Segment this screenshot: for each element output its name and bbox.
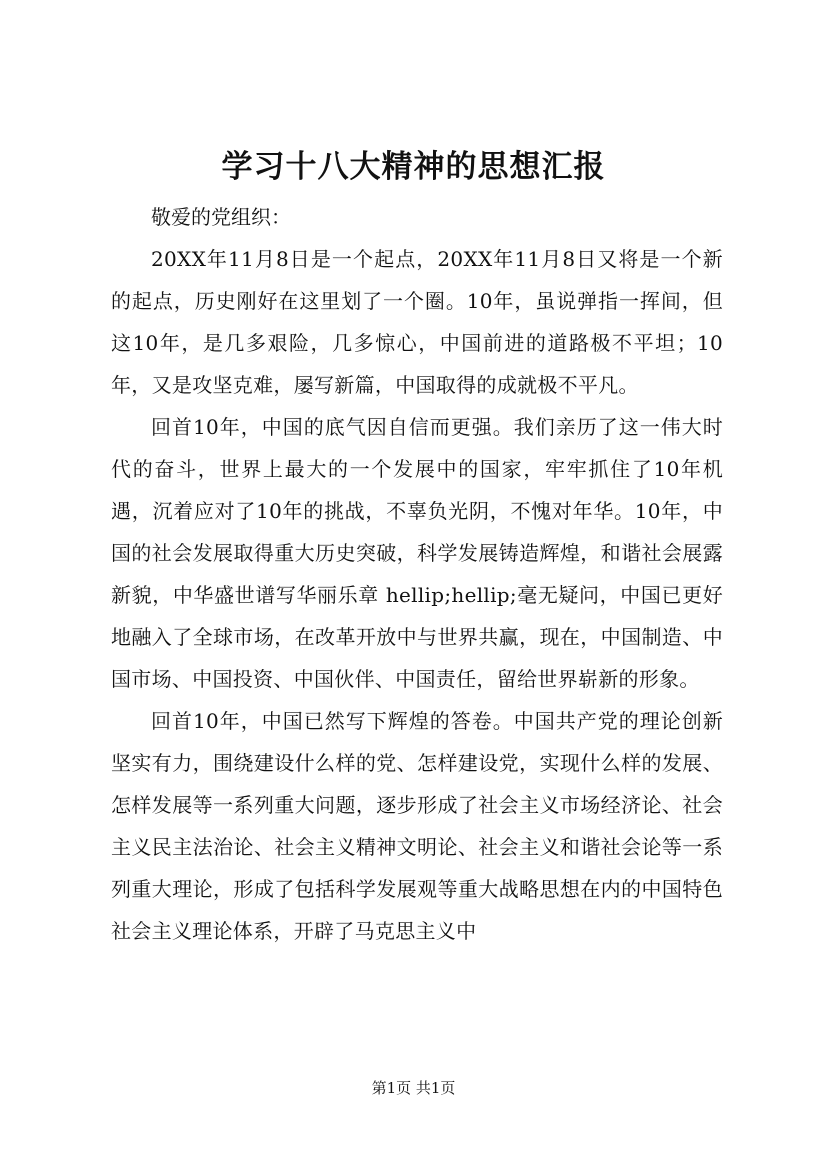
document-body bbox=[111, 196, 723, 952]
salutation: 敬爱的党组织： bbox=[151, 205, 291, 229]
document-title: 学习十八大精神的思想汇报 bbox=[221, 149, 606, 185]
paragraph-3: 回首10年，中国已然写下辉煌的答卷。中国共产党的理论创新坚实有力，围绕建设什么样的党、怎样建设党，实现什么样的发展、怎样发展等一系列重大问题，逐步形成了社会主义市场经济论、社会主义民主法治论、社会主义精神文明论、社会主义和谐社会论等一系列重大理论，形成了包括科学发展观等重大战略思想在内的中国特色社会主义理论体系，开辟了马克思主义中 bbox=[111, 709, 723, 943]
paragraph-1: 20XX年11月8日是一个起点，20XX年11月8日又将是一个新的起点，历史刚好在这里划了一个圈。10年，虽说弹指一挥间，但这10年，是几多艰险，几多惊心，中国前进的道路极不平坦；10年，又是攻坚克难，屡写新篇，中国取得的成就极不平凡。 bbox=[111, 247, 723, 397]
page-number-footer: 第1页 共1页 bbox=[371, 1079, 456, 1097]
paragraph-2: 回首10年，中国的底气因自信而更强。我们亲历了这一伟大时代的奋斗，世界上最大的一个发展中的国家，牢牢抓住了10年机遇，沉着应对了10年的挑战，不辜负光阴，不愧对年华。10年，中国的社会发展取得重大历史突破，科学发展铸造辉煌，和谐社会展露新貌，中华盛世谱写华丽乐章 hellip;hellip;毫无疑问，中国已更好地融入了全球市场，在改革开放中与世界共赢，现在，中国制造、中国市场、中国投资、中国伙伴、中国责任，留给世界崭新的形象。 bbox=[111, 415, 723, 691]
